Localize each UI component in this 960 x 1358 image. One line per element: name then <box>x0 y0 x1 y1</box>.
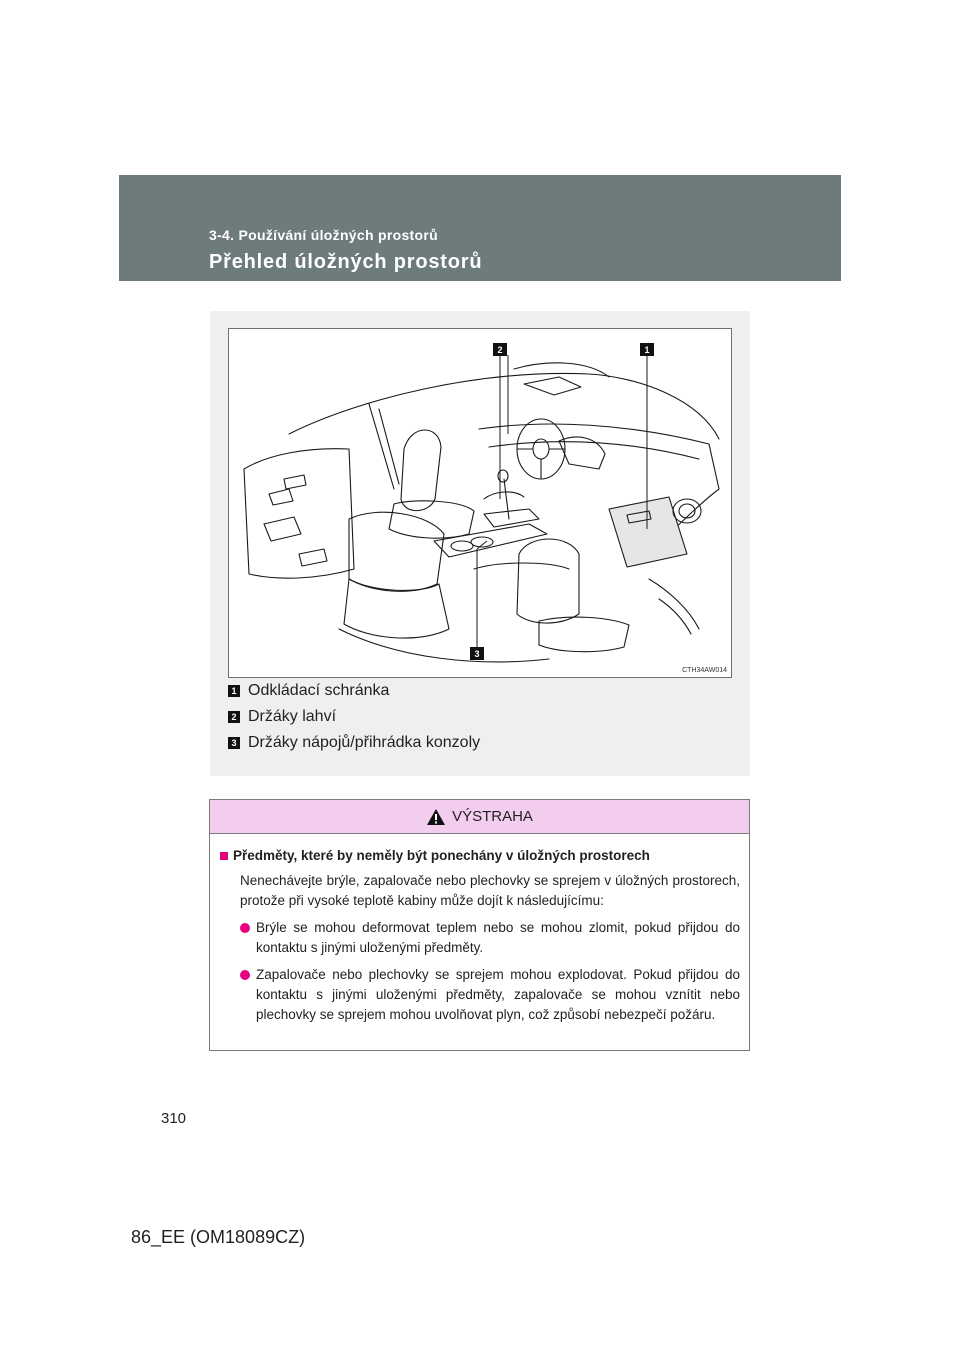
figure-panel <box>210 311 750 776</box>
warning-title: VÝSTRAHA <box>452 808 533 825</box>
legend-label: Držáky nápojů/přihrádka konzoly <box>248 734 481 751</box>
legend-item-cup-holders <box>228 730 732 756</box>
warning-bullet-text: Zapalovače nebo plechovky se sprejem mohou explodovat. Pokud přijdou do kontaktu s jinými uloženými předměty, zapalovače se mohou vznítit nebo plechovky se sprejem mohou uvolňovat plyn, což způsobí nebezpečí požáru. <box>256 967 740 1022</box>
warning-body <box>210 834 749 1025</box>
warning-bullet <box>240 918 740 958</box>
document-code: 86_EE (OM18089CZ) <box>131 1227 306 1247</box>
warning-bullet <box>240 965 740 1025</box>
round-bullet-icon <box>240 923 250 933</box>
legend-item-bottle-holders <box>228 704 732 730</box>
page-number: 310 <box>161 1110 187 1127</box>
warning-topic <box>220 846 740 866</box>
page-title: Přehled úložných prostorů <box>209 251 483 273</box>
callout-2-number: 2 <box>497 345 503 355</box>
warning-bullet-text: Brýle se mohou deformovat teplem nebo se mohou zlomit, pokud přijdou do kontaktu s jinými uloženými předměty. <box>256 920 740 955</box>
header-band <box>119 175 841 281</box>
legend-number-badge: 2 <box>228 711 240 723</box>
legend-item-glove-box <box>228 678 732 704</box>
warning-box <box>209 799 750 1051</box>
callout-3-number: 3 <box>474 649 480 659</box>
car-interior-drawing <box>229 329 733 679</box>
square-bullet-icon <box>220 852 228 860</box>
callout-1-number: 1 <box>644 345 650 355</box>
warning-intro: Nenechávejte brýle, zapalovače nebo plechovky se sprejem v úložných prostorech, protože při vysoké teplotě kabiny může dojít k následujícímu: <box>240 873 740 908</box>
warning-topic-text: Předměty, které by neměly být ponechány v úložných prostorech <box>233 848 650 863</box>
figure-code: CTH34AW014 <box>682 667 727 674</box>
figure-legend <box>228 678 732 756</box>
round-bullet-icon <box>240 970 250 980</box>
legend-number-badge: 1 <box>228 685 240 697</box>
warning-header <box>210 800 749 834</box>
legend-label: Odkládací schránka <box>248 682 390 699</box>
legend-label: Držáky lahví <box>248 708 337 725</box>
warning-triangle-icon <box>426 808 446 826</box>
legend-number-badge: 3 <box>228 737 240 749</box>
car-interior-illustration <box>228 328 732 678</box>
section-label: 3-4. Používání úložných prostorů <box>209 227 438 243</box>
